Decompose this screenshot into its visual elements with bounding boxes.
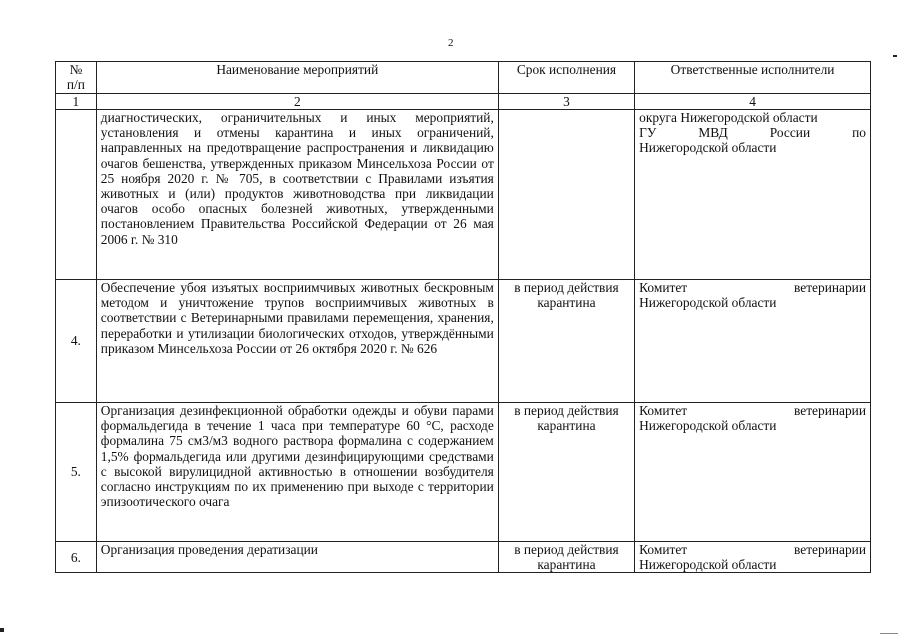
header-name: Наименование мероприятий <box>96 62 498 94</box>
responsible-word: Комитет <box>639 280 688 295</box>
column-number: 3 <box>498 94 634 110</box>
responsible-line <box>639 403 866 418</box>
table-row <box>56 542 871 573</box>
table-row <box>56 403 871 542</box>
column-number-row <box>56 94 871 110</box>
responsible-line: округа Нижегородской области <box>639 110 818 125</box>
header-no <box>56 62 97 94</box>
responsible-word: Комитет <box>639 542 688 557</box>
column-number: 4 <box>635 94 871 110</box>
measure-text: Обеспечение убоя изъятых восприимчивых животных бескровным методом и уничтожение трупов восприимчивых животных в соответствии с Ветеринарными правилами перемещения, хранения, переработки и утилизации биологических отходов, утверждёнными приказом Минсельхоза России от 26 октября 2020 г. № 626 <box>96 280 498 403</box>
responsible-cell <box>635 403 871 542</box>
scan-mark-right-top <box>893 55 897 57</box>
row-number: 5. <box>56 403 97 542</box>
measure-text: Организация проведения дератизации <box>96 542 498 573</box>
measure-text: диагностических, ограничительных и иных мероприятий, установления и отмены карантина и иных ограничений, направленных на предотвращение распространения и ликвидацию очагов бешенства, утвержденных приказом Минсельхоза России от 25 ноября 2020 г. № 705, в соответствии с Правилами изъятия животных и (или) продуктов животноводства при ликвидации очагов особо опасных болезней животных, утвержденными постановлением Правительства Российской Федерации от 26 мая 2006 г. № 310 <box>96 110 498 280</box>
responsible-line <box>639 280 866 295</box>
deadline-text <box>498 110 634 280</box>
responsible-cell <box>635 280 871 403</box>
measures-table <box>55 61 871 573</box>
header-no-line2: п/п <box>66 77 85 93</box>
responsible-cell <box>635 110 871 280</box>
responsible-word: по <box>852 125 866 141</box>
responsible-word: России <box>769 125 811 141</box>
responsible-line <box>639 125 866 140</box>
column-number: 2 <box>96 94 498 110</box>
page-number: 2 <box>448 37 454 49</box>
responsible-word: ветеринарии <box>794 280 866 295</box>
scan-mark-left-bottom <box>0 628 4 632</box>
row-number: 6. <box>56 542 97 573</box>
responsible-word: ГУ <box>639 125 657 141</box>
deadline-text: в период действия карантина <box>498 280 634 403</box>
deadline-text: в период действия карантина <box>498 403 634 542</box>
column-number: 1 <box>56 94 97 110</box>
measure-text: Организация дезинфекционной обработки одежды и обуви парами формальдегида в течение 1 часа при температуре 60 °С, расходе формалина 75 см3/м3 водного раствора формалина с содержанием 1,5% формальдегида или другими дезинфицирующими средствами с высокой вирулицидной активностью в отношении возбудителя согласно инструкциям по их применению при выходе с территории эпизоотического очага <box>96 403 498 542</box>
header-deadline: Срок исполнения <box>498 62 634 94</box>
responsible-line: Нижегородской области <box>639 418 777 434</box>
responsible-word: ветеринарии <box>794 542 866 557</box>
responsible-word: Комитет <box>639 403 688 418</box>
row-number <box>56 110 97 280</box>
table-row <box>56 110 871 280</box>
header-responsible: Ответственные исполнители <box>635 62 871 94</box>
responsible-word: МВД <box>698 125 728 141</box>
responsible-line: Нижегородской области <box>639 295 777 311</box>
responsible-cell <box>635 542 871 573</box>
responsible-line: Нижегородской области <box>639 557 777 573</box>
deadline-text: в период действия карантина <box>498 542 634 573</box>
header-no-line1: № <box>69 62 83 77</box>
row-number: 4. <box>56 280 97 403</box>
table-row <box>56 280 871 403</box>
scan-mark-right-bottom <box>880 633 898 634</box>
table-header-row <box>56 62 871 94</box>
responsible-line: Нижегородской области <box>639 140 777 156</box>
responsible-line <box>639 542 866 557</box>
responsible-word: ветеринарии <box>794 403 866 418</box>
